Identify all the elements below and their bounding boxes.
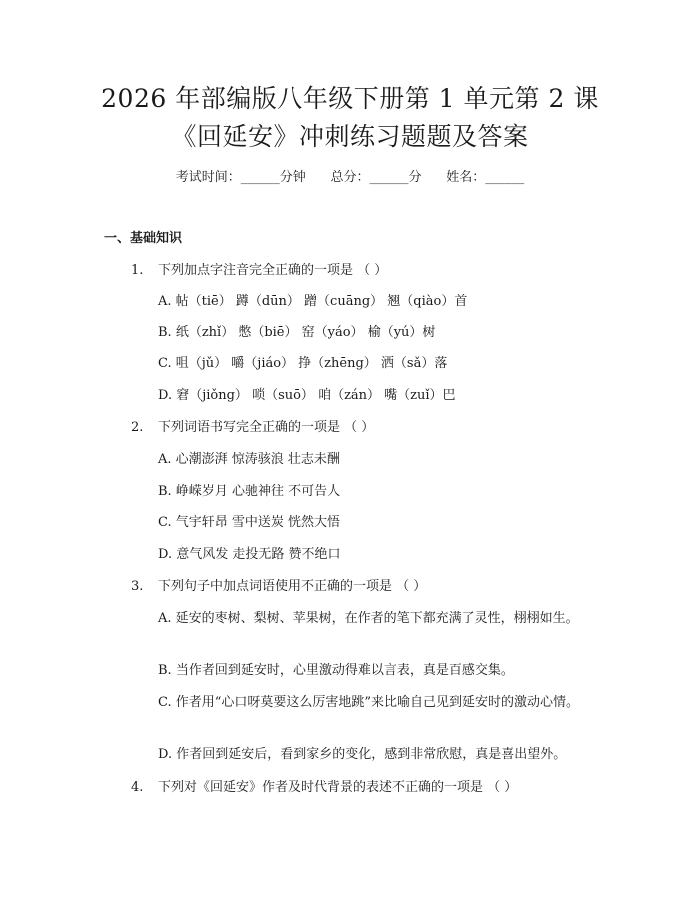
question-2 [131,419,374,437]
q3-option-c: C. 作者用“心口呀莫要这么厉害地跳”来比喻自己见到延安时的激动心情。 [158,695,580,710]
q2-option-d: D. 意气风发 走投无路 赞不绝口 [158,547,341,562]
question-stem: 下列加点字注音完全正确的一项是 （ ） [158,263,388,278]
question-stem: 下列句子中加点词语使用不正确的一项是 （ ） [158,579,427,594]
q3-option-a: A. 延安的枣树、梨树、苹果树，在作者的笔下都充满了灵性，栩栩如生。 [158,611,579,626]
q1-option-c: C. 咀（jǔ） 嚼（jiáo） 挣（zhēng） 洒（sǎ）落 [158,356,448,371]
question-stem: 下列词语书写完全正确的一项是 （ ） [158,420,375,435]
q1-option-b: B. 纸（zhǐ） 憋（biē） 窑（yáo） 榆（yú）树 [158,325,436,340]
document-title-line2: 《回延安》冲刺练习题题及答案 [171,122,529,151]
exam-meta-line: 考试时间：______分钟 总分：______分 姓名：______ [175,170,525,185]
question-number: 1. [131,263,144,278]
question-number: 2. [131,420,144,435]
q2-option-b: B. 峥嵘岁月 心驰神往 不可告人 [158,484,341,499]
document-title-line1: 2026 年部编版八年级下册第 1 单元第 2 课 [101,84,599,113]
question-1 [131,262,387,280]
q1-option-a: A. 帖（tiē） 蹲（dūn） 蹭（cuāng） 翘（qiào）首 [158,294,468,309]
question-4 [131,779,517,797]
q1-option-d: D. 窘（jiǒng） 唢（suō） 咱（zán） 嘴（zuǐ）巴 [158,388,456,403]
question-3 [131,578,426,596]
q2-option-c: C. 气宇轩昂 雪中送炭 恍然大悟 [158,515,341,530]
q2-option-a: A. 心潮澎湃 惊涛骇浪 壮志未酬 [158,452,340,467]
q3-option-d: D. 作者回到延安后，看到家乡的变化，感到非常欣慰，真是喜出望外。 [158,747,567,762]
question-number: 3. [131,579,144,594]
question-stem: 下列对《回延安》作者及时代背景的表述不正确的一项是 （ ） [158,780,518,795]
q3-option-b: B. 当作者回到延安时，心里激动得难以言表，真是百感交集。 [158,663,514,678]
section-heading: 一、基础知识 [104,231,183,246]
question-number: 4. [131,780,144,795]
